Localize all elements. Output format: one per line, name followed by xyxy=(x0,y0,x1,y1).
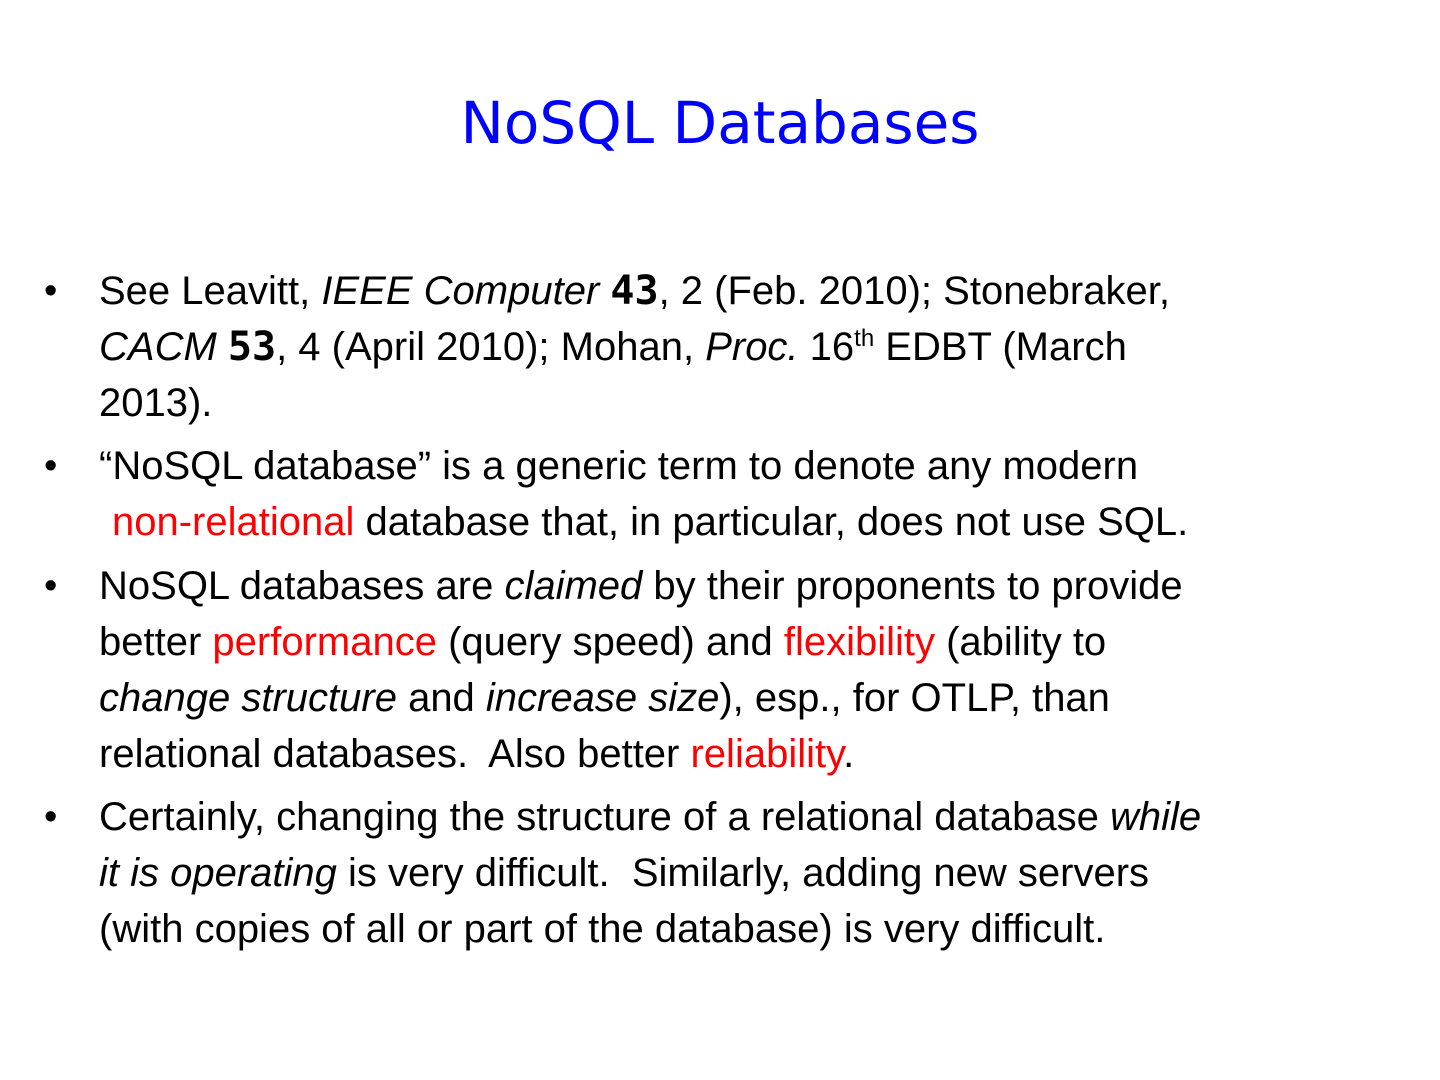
text-run: See Leavitt, xyxy=(99,269,322,313)
text-run: ), esp., for OTLP, than xyxy=(719,676,1110,720)
highlight-term: non-relational xyxy=(112,500,355,544)
text-run: by their proponents to provide xyxy=(642,564,1183,608)
bullet-text xyxy=(99,438,1389,550)
emphasis-text: change structure xyxy=(99,676,397,720)
text-run: Certainly, changing the structure of a relational database xyxy=(99,795,1110,839)
bullet-line xyxy=(99,558,1389,614)
bullet-line xyxy=(99,789,1389,845)
bullet-text xyxy=(99,789,1389,957)
journal-title: Proc. xyxy=(705,325,799,369)
bullet-text xyxy=(99,263,1389,431)
highlight-term: reliability xyxy=(690,732,844,776)
text-run: . xyxy=(843,732,855,776)
bullet-icon: • xyxy=(44,565,58,607)
bullet-icon: • xyxy=(44,796,58,838)
highlight-term: flexibility xyxy=(783,620,935,664)
volume-number: 43 xyxy=(610,268,659,314)
emphasis-text: increase size xyxy=(485,676,720,720)
text-run: 16 xyxy=(798,325,855,369)
emphasis-text: claimed xyxy=(504,564,643,608)
highlight-term: performance xyxy=(212,620,437,664)
bullet-line xyxy=(99,319,1389,375)
text-run: , 4 (April 2010); Mohan, xyxy=(276,325,706,369)
bullet-line xyxy=(99,726,1389,782)
text-run: database that, in particular, does not use SQL. xyxy=(354,500,1189,544)
bullet-line xyxy=(99,438,1389,494)
bullet-text xyxy=(99,558,1389,782)
text-run: 2013). xyxy=(99,381,213,425)
text-run: is very difficult. Similarly, adding new servers xyxy=(336,851,1150,895)
volume-number: 53 xyxy=(227,324,277,370)
text-run: (ability to xyxy=(935,620,1107,664)
text-run: (query speed) and xyxy=(436,620,784,664)
text-run: and xyxy=(396,676,486,720)
bullet-line xyxy=(99,845,1389,901)
bullet-line xyxy=(99,614,1389,670)
text-run: better xyxy=(99,620,213,664)
journal-title: CACM xyxy=(99,325,217,369)
bullet-icon: • xyxy=(44,270,58,312)
bullet-line xyxy=(99,375,1389,431)
bullet-line xyxy=(99,670,1389,726)
bullet-line xyxy=(99,263,1389,319)
emphasis-text: it is operating xyxy=(99,851,337,895)
text-run: (with copies of all or part of the database) is very difficult. xyxy=(99,907,1106,951)
text-run: NoSQL databases are xyxy=(99,564,505,608)
bullet-icon: • xyxy=(44,445,58,487)
bullet-line xyxy=(99,901,1389,957)
slide-title: NoSQL Databases xyxy=(460,89,980,157)
text-run: relational databases. Also better xyxy=(99,732,691,776)
ordinal-suffix: th xyxy=(854,325,875,352)
text-run: “NoSQL database” is a generic term to denote any modern xyxy=(99,444,1139,488)
emphasis-text: while xyxy=(1109,795,1202,839)
text-run xyxy=(599,269,610,313)
bullet-line xyxy=(99,494,1389,550)
text-run: EDBT (March xyxy=(874,325,1127,369)
text-run xyxy=(217,325,228,369)
text-run: , 2 (Feb. 2010); Stonebraker, xyxy=(658,269,1170,313)
journal-title: IEEE Computer xyxy=(321,269,600,313)
